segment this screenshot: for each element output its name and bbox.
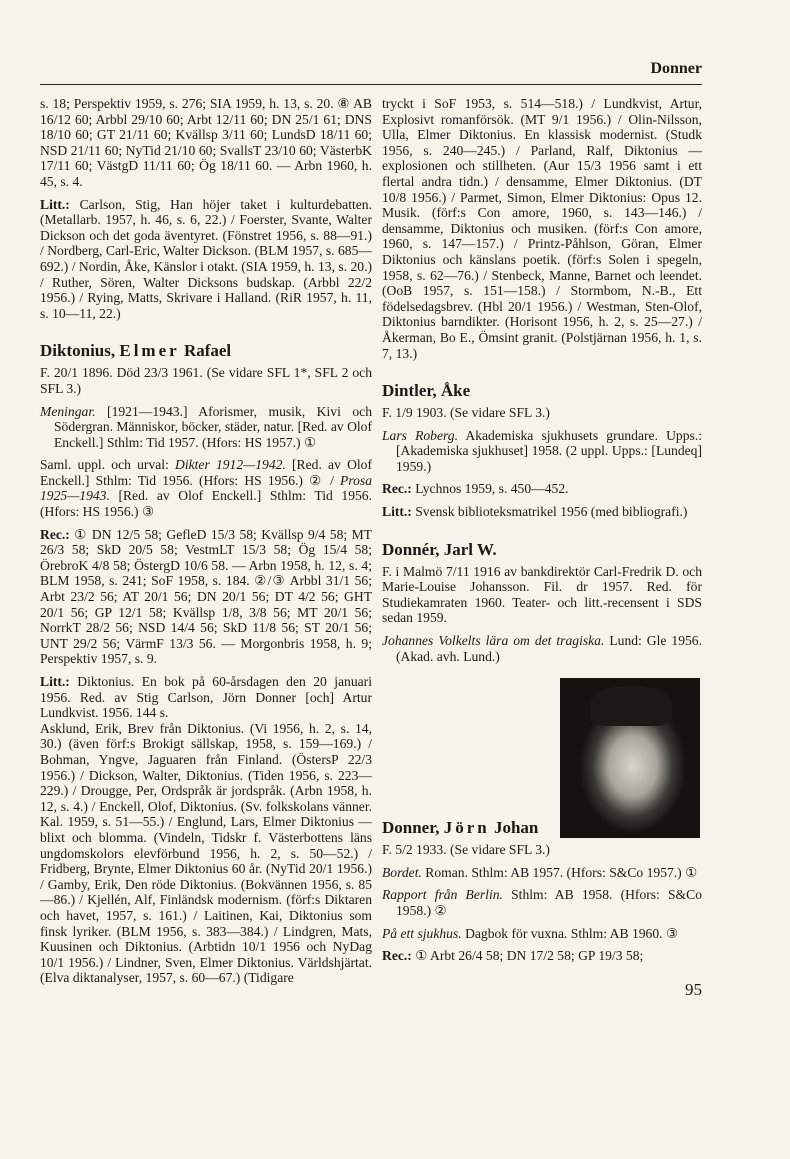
entry-paragraph bbox=[40, 365, 372, 396]
text-segment: Donnér, Jarl W. bbox=[382, 539, 497, 559]
text-segment: Akademiska sjukhusets grundare. Upps.: [Akademiska sjukhuset] 1958. (2 uppl. Upps.: [Lundeq] 1959.) bbox=[396, 427, 702, 474]
entry-heading bbox=[382, 540, 702, 560]
text-segment: Dagbok för vuxna. Sthlm: AB 1960. ③ bbox=[461, 925, 679, 941]
work-title: Johannes Volkelts lära om det tragiska. bbox=[382, 633, 605, 649]
text-segment: F. i Malmö 7/11 1916 av bankdirektör Carl-Fredrik D. och Marie-Louise Johansson. Fil. dr 1957. Red. för Studiekamraten 1960. Teater- och litt.-recensent i SDS sedan 1959. bbox=[382, 563, 702, 626]
section-label: Litt.: bbox=[40, 674, 70, 689]
entry-paragraph bbox=[382, 564, 702, 626]
bibliography-title-entry bbox=[382, 428, 702, 475]
author-portrait-photo bbox=[560, 678, 700, 838]
left-column bbox=[40, 96, 372, 993]
section-label: Litt.: bbox=[382, 504, 412, 520]
text-segment: Roman. Sthlm: AB 1957. (Hfors: S&Co 1957.) ① bbox=[421, 864, 698, 880]
work-title: Lars Roberg. bbox=[382, 427, 458, 443]
text-segment: Diktonius, bbox=[40, 341, 120, 361]
section-label: Rec.: bbox=[382, 481, 412, 497]
text-segment: [Red. av Olof Enckell.] Sthlm: Tid 1956. (Hfors: HS 1956.) ② / bbox=[40, 457, 372, 488]
bibliography-title-entry bbox=[382, 633, 702, 664]
section-label: Rec.: bbox=[40, 526, 70, 542]
text-segment: Carlson, Stig, Han höjer taket i kulturdebatten. (Metallarb. 1957, h. 46, s. 6, 22.) / Foerster, Svante, Walter Dickson och det goda äventyret. (Fönstret 1956, s. 88—91.) / Nordberg, Carl-Eric, Walter Dickson. (BLM 1957, s. 685—692.) / Nordin, Åke, Känslor i otakt. (SIA 1959, h. 13, s. 20.) / Ruther, Sören, Walter Dicksons budskap. (Arbbl 22/2 1956.) / Rying, Matts, Skrivare i Halland. (RiR 1957, h. 11, s. 10—11, 22.) bbox=[40, 196, 372, 321]
text-segment: Dintler, Åke bbox=[382, 381, 471, 401]
portrait-hair-shape bbox=[590, 686, 672, 726]
text-segment: ① Arbt 26/4 58; DN 17/2 58; GP 19/3 58; bbox=[411, 948, 644, 964]
entry-paragraph bbox=[40, 674, 372, 986]
entry-paragraph bbox=[382, 96, 702, 361]
text-segment: Lund: Gle 1956. (Akad. avh. Lund.) bbox=[396, 633, 703, 664]
entry-heading bbox=[40, 341, 372, 361]
text-segment: Rafael bbox=[179, 341, 232, 361]
text-segment: Diktonius. En bok på 60-årsdagen den 20 januari 1956. Red. av Stig Carlson, Jörn Donner [och] Artur Lundkvist. 1956. 144 s. bbox=[40, 674, 372, 721]
work-title: Dikter 1912—1942. bbox=[175, 457, 286, 473]
text-segment: s. 18; Perspektiv 1959, s. 276; SIA 1959, h. 13, s. 20. ⑧ AB 16/12 60; Arbbl 29/10 60; Arbt 12/11 60; DN 25/1 61; DNS 18/10 60; GT 21/11 60; Kvällsp 3/11 60; LundsD 18/11 60; NSD 21/11 60; NyTid 21/10 60; SvallsT 23/10 60; VästerbK 17/11 60; VästgD 11/11 60; Ög 18/11 60. — Arbn 1960, h. 45, s. 4. bbox=[40, 96, 372, 189]
entry-heading bbox=[382, 818, 538, 838]
text-segment: Donner, bbox=[382, 818, 444, 838]
section-label: Rec.: bbox=[382, 948, 412, 964]
bibliography-title-entry bbox=[382, 887, 702, 918]
text-segment: Johan bbox=[489, 818, 539, 838]
text-segment: Lychnos 1959, s. 450—452. bbox=[411, 481, 569, 497]
running-head bbox=[40, 60, 702, 85]
text-segment: [Red. av Olof Enckell.] Sthlm: Tid 1956. (Hfors: HS 1956.) ③ bbox=[40, 488, 372, 520]
work-title: Prosa 1925—1943. bbox=[40, 472, 372, 504]
entry-heading bbox=[382, 381, 702, 401]
text-segment: Saml. uppl. och urval: bbox=[40, 457, 176, 473]
text-segment: Asklund, Erik, Brev från Diktonius. (Vi 1956, h. 2, s. 14, 30.) (även förf:s Brokigt sällskap, 1958, s. 159—169.) / Bohman, Yngve, Jaguaren från Finland. (ÖstersP 22/3 1956.) / Dickson, Walter, Diktonius. (Tiden 1956, s. 223—229.) / Drougge, Per, Ordspråk är jordspråk. (Arbn 1958, h. 12, s. 4.) / Enckell, Olof, Diktonius. (Sv. folkskolans vänner. Kal. 1959, s. 51—55.) / Englund, Lars, Elmer Diktonius — blixt och blomma. (Vindeln, Tidskr f. Västerbottens läns ungdomskolors elevförbund 1956, h. 2, s. 50—52.) / Fridberg, Brynte, Elmer Diktonius 60 år. (NyTid 20/1 1956.) / Gamby, Erik, Den röde Diktonius. (Bokvännen 1956, s. 85—86.) / Kjellén, Alf, Finländsk modernism. (förf:s Diktaren och havet, 1957, s. 161.) / Laitinen, Kai, Diktonius som finsk lyriker. (BLM 1956, s. 383—384.) / Lindgren, Mats, Kuusinen och Diktonius. (Arbtidn 10/1 1956 och NyDag 10/1 1956.) / Lindner, Sven, Elmer Diktonius. Världshjärtat. (Elva diktanalyser, 1957, s. 60—67.) (Tidigare bbox=[40, 720, 372, 986]
text-segment: Svensk biblioteksmatrikel 1956 (med bibliografi.) bbox=[411, 504, 688, 520]
text-segment: tryckt i SoF 1953, s. 514—518.) / Lundkvist, Artur, Explosivt romanförsök. (MT 9/1 1956.) / Olin-Nilsson, Ulla, Elmer Diktonius. En klassisk modernist. (Studk 1956, s. 240—245.) / Parland, Ralf, Diktonius — explosionen och stillheten. (Aur 15/3 1956 samt i ett flertal andra tidn.) / densamme, Elmer Diktonius. (DT 10/8 1956.) / Parmet, Simon, Elmer Diktonius: Opus 12. Musik. (förf:s Con amore, 1960, s. 143—146.) / densamme, Diktonius och musiken. (förf:s Con amore, 1960, s. 147—157.) / Printz-Påhlson, Göran, Elmer Diktonius och känslans poetik. (förf:s Solen i spegeln, 1958, s. 62—76.) / Stenbeck, Manne, Barnet och leendet. (OoB 1957, s. 151—158.) / Stormbom, N.-B., Ett födelsedagsbrev. (Hbl 20/1 1956.) / Westman, Sten-Olof, Diktonius barndikter. (Horisont 1956, h. 2, s. 25—27.) / Åkerman, Bo E., Ömsint granit. (Polstjärnan 1956, h. 1, s. 7, 13.) bbox=[382, 96, 702, 361]
text-segment: Sthlm: AB 1958. (Hfors: S&Co 1958.) ② bbox=[396, 887, 702, 918]
section-label: Litt.: bbox=[40, 196, 70, 212]
text-segment: F. 5/2 1933. (Se vidare SFL 3.) bbox=[382, 842, 550, 858]
entry-paragraph bbox=[382, 842, 702, 858]
text-segment: F. 1/9 1903. (Se vidare SFL 3.) bbox=[382, 405, 550, 421]
entry-paragraph bbox=[382, 405, 702, 421]
page-number: 95 bbox=[685, 979, 702, 999]
work-title: Bordet. bbox=[382, 864, 422, 880]
entry-paragraph bbox=[40, 197, 372, 322]
text-segment: ① DN 12/5 58; GefleD 15/3 58; Kvällsp 9/4 58; MT 26/3 58; SkD 20/5 58; VestmLT 15/3 58; Ög 15/4 58; ÖrebroK 4/8 58; ÖstergD 10/6 58. — Arbn 1958, h. 12, s. 4; BLM 1958, s. 241; SoF 1958, s. 184. ②/③ Arbbl 31/1 56; Arbt 23/2 56; AT 20/1 56; DN 20/1 56; DT 4/2 56; GHT 20/1 56; GP 12/1 58; Kvällsp 1/8, 3/8 56; MT 20/1 56; NorrkT 28/2 56; NSD 14/4 56; SkD 11/8 56; ST 20/1 56; UNT 29/2 56; VärmF 13/3 56. — Morgonbris 1958, h. 9; Perspektiv 1957, s. 9. bbox=[40, 526, 372, 667]
bibliography-title-entry bbox=[40, 404, 372, 451]
work-title: Meningar. bbox=[40, 403, 96, 419]
bibliography-title-entry bbox=[382, 865, 702, 881]
spaced-first-name: Elmer bbox=[119, 341, 180, 361]
work-title: Rapport från Berlin. bbox=[382, 887, 503, 903]
entry-paragraph bbox=[40, 457, 372, 519]
entry-paragraph bbox=[382, 504, 702, 520]
author-photo-row bbox=[382, 678, 702, 838]
text-segment: F. 20/1 1896. Död 23/3 1961. (Se vidare SFL 1*, SFL 2 och SFL 3.) bbox=[40, 365, 372, 396]
entry-paragraph bbox=[382, 948, 702, 964]
bibliography-title-entry bbox=[382, 926, 702, 942]
entry-paragraph bbox=[382, 481, 702, 497]
running-head-title: Donner bbox=[650, 60, 702, 77]
work-title: På ett sjukhus. bbox=[382, 925, 462, 941]
spaced-first-name: Jörn bbox=[443, 818, 490, 838]
right-column bbox=[382, 96, 702, 1000]
text-segment: [1921—1943.] Aforismer, musik, Kivi och Södergran. Människor, böcker, städer, natur. [Red. av Olof Enckell.] Sthlm: Tid 1957. (Hfors: HS 1957.) ① bbox=[54, 403, 372, 450]
entry-paragraph bbox=[40, 527, 372, 667]
entry-paragraph bbox=[40, 96, 372, 190]
